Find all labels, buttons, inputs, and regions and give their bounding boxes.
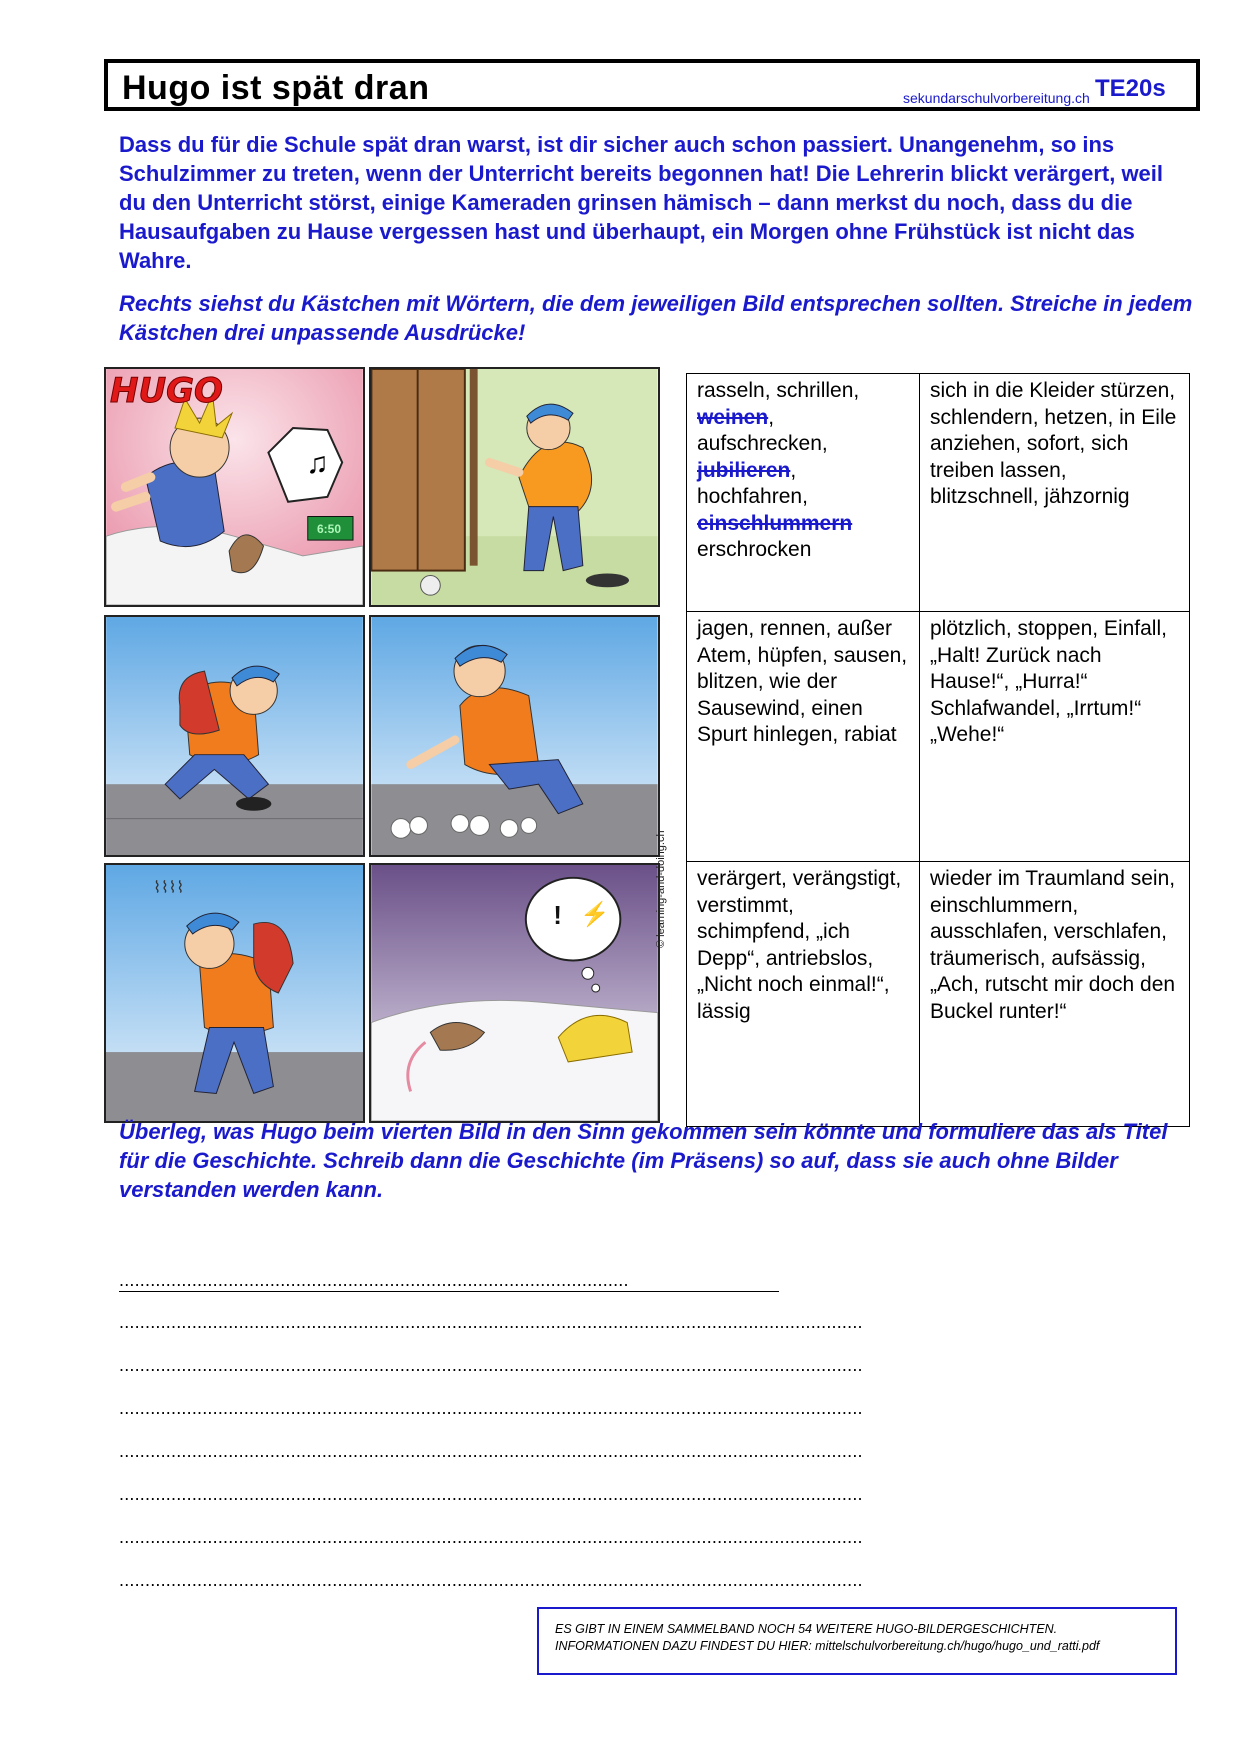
svg-text:!: ! [553, 902, 562, 931]
site-label: sekundarschulvorbereitung.ch [903, 90, 1090, 106]
panel-5-illustration [106, 865, 363, 1121]
word-box[interactable]: jagen, rennen, außer Atem, hüpfen, sausen, blitzen, wie der Sausewind, einen Spurt hinlegen, rabiat [687, 612, 920, 862]
svg-text:⌇⌇⌇⌇: ⌇⌇⌇⌇ [153, 879, 185, 897]
copyright-text: © learning-and-doing.ch [655, 830, 667, 948]
struck-word: jubilieren [697, 458, 791, 482]
comic-panel-4 [369, 615, 660, 857]
answer-line[interactable]: ............................................................................................................................................... [119, 1312, 863, 1332]
struck-word: weinen [697, 405, 769, 429]
comic-copyright [643, 768, 667, 948]
answer-line[interactable]: ............................................................................................................................................... [119, 1441, 863, 1461]
hugo-logo: HUGO [110, 371, 223, 411]
comic-panel-5 [104, 863, 365, 1123]
struck-word: einschlummern [697, 511, 853, 535]
word-group: erschrocken [697, 538, 812, 561]
footer-line-2: INFORMATIONEN DAZU FINDEST DU HIER: mittelschulvorbereitung.ch/hugo/hugo_und_ratti.pdf [555, 1639, 1100, 1653]
page-title: Hugo ist spät dran [122, 69, 430, 107]
comic-strip [104, 367, 660, 1123]
word-group: rasseln, schrillen, [697, 379, 860, 402]
word-box[interactable]: verärgert, verängstigt, verstimmt, schimpfend, „ich Depp“, antriebslos, „Nicht noch einmal!“, lässig [687, 862, 920, 1127]
comic-panel-6 [369, 863, 660, 1123]
table-row [687, 862, 1190, 1127]
header-box [104, 59, 1200, 111]
panel-2-illustration [371, 369, 658, 605]
writing-task: Überleg, was Hugo beim vierten Bild in den Sinn gekommen sein könnte und formuliere das als Titel für die Geschichte. Schreib dann die Geschichte (im Präsens) so auf, dass sie auch ohne Bilder verstanden werden kann. [119, 1119, 1168, 1202]
footer-line-1: ES GIBT IN EINEM SAMMELBAND NOCH 54 WEITERE HUGO-BILDERGESCHICHTEN. [555, 1622, 1058, 1636]
footer-info-box [537, 1607, 1177, 1675]
panel-6-illustration [371, 865, 658, 1121]
table-row [687, 612, 1190, 862]
comic-panel-2 [369, 367, 660, 607]
answer-line[interactable]: ............................................................................................................................................... [119, 1527, 863, 1547]
answer-line[interactable]: ............................................................................................................................................... [119, 1484, 863, 1504]
task-instruction: Rechts siehst du Kästchen mit Wörtern, die dem jeweiligen Bild entsprechen sollten. Streiche in jedem Kästchen drei unpassende Ausdrücke! [119, 291, 1193, 345]
table-row [687, 374, 1190, 612]
word-box[interactable]: rasseln, schrillen, weinen, aufschrecken, jubilieren, hochfahren, einschlummern erschrocken [687, 374, 920, 612]
panel-4-illustration [371, 617, 658, 855]
answer-line[interactable]: ............................................................................................................................................... [119, 1570, 863, 1590]
worksheet-code: TE20s [1095, 75, 1166, 102]
word-box[interactable]: wieder im Traumland sein, einschlummern, ausschlafen, verschlafen, träumerisch, aufsässig, „Ach, rutscht mir doch den Buckel runter!“ [920, 862, 1190, 1127]
answer-line[interactable]: ............................................................................................................................................... [119, 1355, 863, 1375]
music-note-icon: ♫ [306, 447, 329, 480]
alarm-clock-display: 6:50 [317, 522, 342, 536]
panel-3-illustration [106, 617, 363, 855]
svg-text:⚡: ⚡ [579, 902, 610, 929]
comic-panel-1 [104, 367, 365, 607]
word-group: aufschrecken, [697, 432, 828, 455]
intro-text: Dass du für die Schule spät dran warst, ist dir sicher auch schon passiert. Unangenehm, so ins Schulzimmer zu treten, wenn der Unterricht bereits begonnen hat! Die Lehrerin blickt verärgert, weil du den Unterricht störst, einige Kameraden grinsen hämisch – dann merkst du noch, dass du die Hausaufgaben zu Hause vergessen hast und überhaupt, ein Morgen ohne Frühstück ist nicht das Wahre. [119, 132, 1164, 273]
word-box[interactable]: sich in die Kleider stürzen, schlendern, hetzen, in Eile anziehen, sofort, sich treiben lassen, blitzschnell, jähzornig [920, 374, 1190, 612]
word-group: hochfahren, [697, 485, 808, 508]
title-answer-line[interactable]: .................................................................................................. [119, 1270, 779, 1292]
word-box[interactable]: plötzlich, stoppen, Einfall, „Halt! Zurück nach Hause!“, „Hurra!“ Schlafwandel, „Irrtum!“ „Wehe!“ [920, 612, 1190, 862]
comic-panel-3 [104, 615, 365, 857]
answer-line[interactable]: ............................................................................................................................................... [119, 1398, 863, 1418]
word-table [686, 373, 1190, 1127]
